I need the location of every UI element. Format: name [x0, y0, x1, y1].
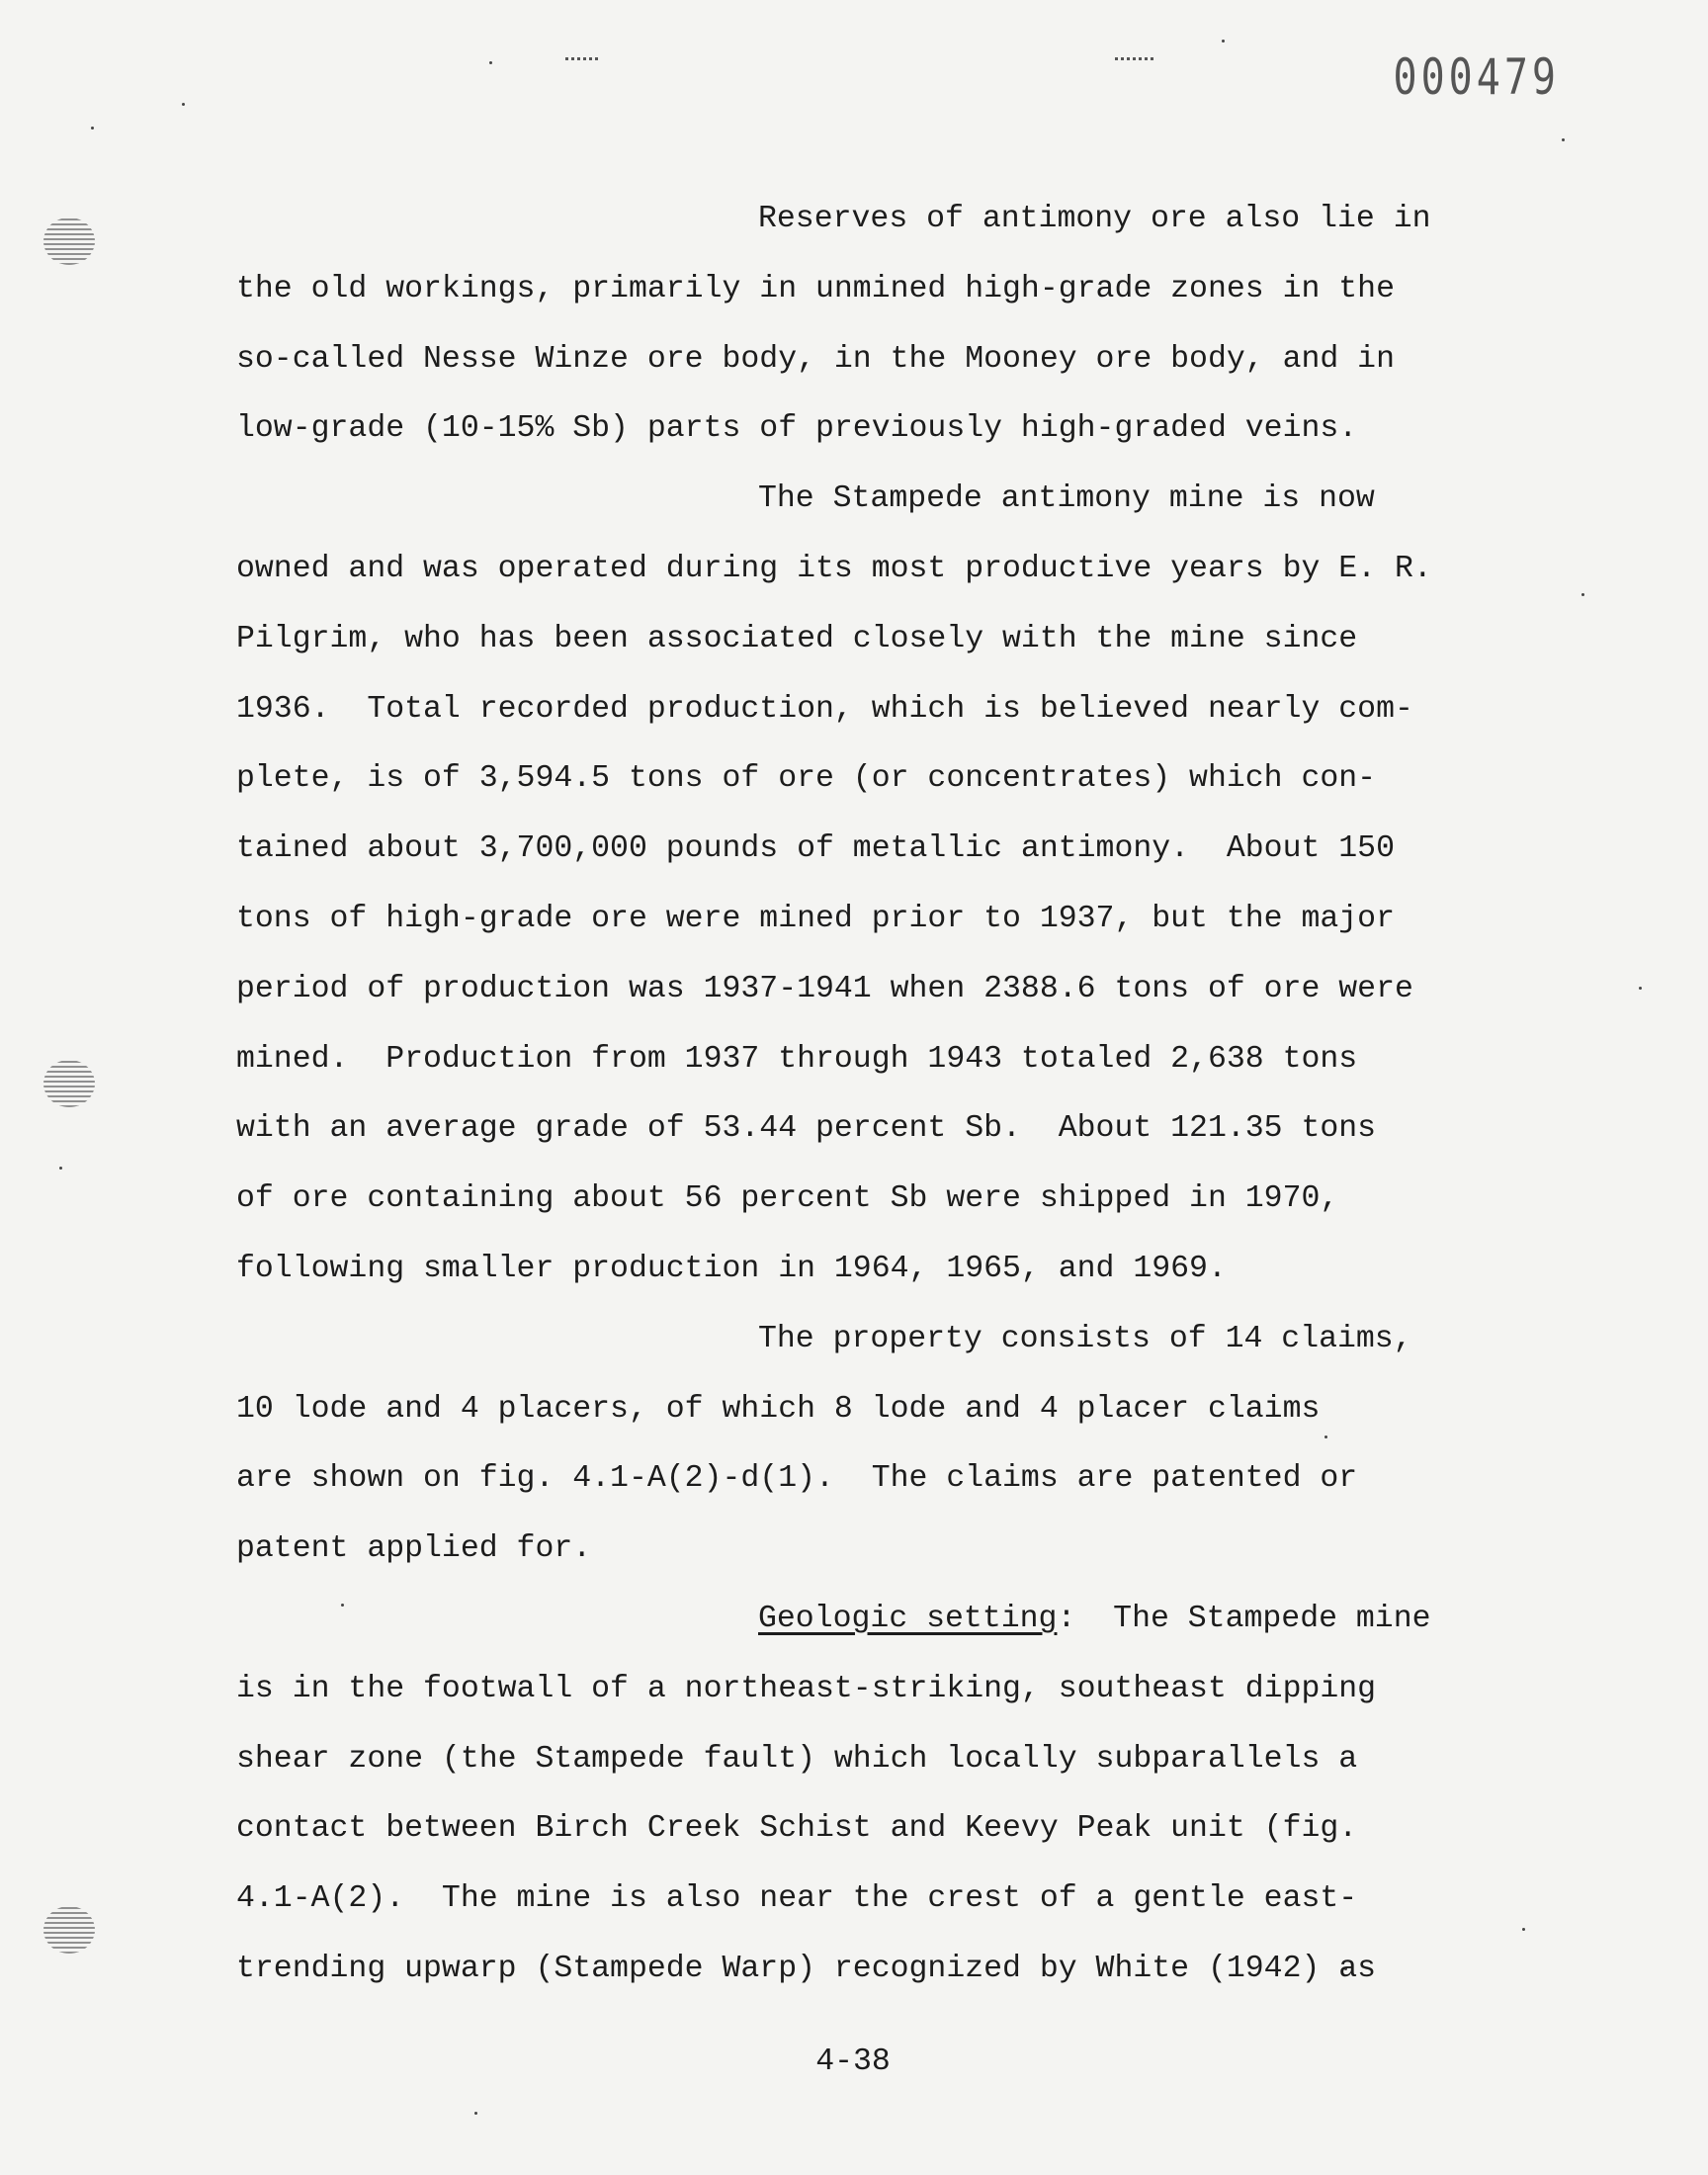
- paragraph-geologic-setting: [236, 1585, 1580, 2005]
- body-text: [236, 185, 1580, 2005]
- text-line: tained about 3,700,000 pounds of metallic antimony. About 150: [236, 831, 1395, 867]
- text-line: mined. Production from 1937 through 1943 totaled 2,638 tons: [236, 1041, 1358, 1077]
- text-line: is in the footwall of a northeast-striking, southeast dipping: [236, 1671, 1377, 1706]
- scan-speck: [59, 1167, 62, 1170]
- text-line: patent applied for.: [236, 1531, 592, 1567]
- text-line: are shown on fig. 4.1-A(2)-d(1). The claims are patented or: [236, 1461, 1358, 1497]
- scan-speck: [1222, 40, 1225, 43]
- text-line: following smaller production in 1964, 1965, and 1969.: [236, 1251, 1227, 1286]
- text-line: plete, is of 3,594.5 tons of ore (or concentrates) which con-: [236, 761, 1377, 797]
- bates-stamp-number: 000479: [1393, 49, 1560, 107]
- paragraph-ownership-production: [236, 465, 1580, 1305]
- scan-smudge: [1115, 57, 1154, 60]
- scan-speck: [474, 2112, 477, 2115]
- text-line: tons of high-grade ore were mined prior to 1937, but the major: [236, 901, 1395, 936]
- text-line: trending upwarp (Stampede Warp) recognized by White (1942) as: [236, 1951, 1377, 1986]
- text-line: Pilgrim, who has been associated closely with the mine since: [236, 621, 1358, 656]
- scan-speck: [91, 127, 94, 130]
- text-line: with an average grade of 53.44 percent Sb. About 121.35 tons: [236, 1111, 1377, 1147]
- text-line: the old workings, primarily in unmined high-grade zones in the: [236, 271, 1395, 306]
- text-line: 4.1-A(2). The mine is also near the crest of a gentle east-: [236, 1881, 1358, 1917]
- text-line: Reserves of antimony ore also lie in: [758, 202, 1431, 236]
- paragraph-property-claims: [236, 1305, 1580, 1585]
- heading-continuation: : The Stampede mine: [1057, 1601, 1431, 1636]
- section-heading: Geologic setting: [758, 1601, 1058, 1636]
- text-line: shear zone (the Stampede fault) which locally subparallels a: [236, 1741, 1358, 1777]
- text-line: [236, 1585, 1580, 1655]
- text-line: 1936. Total recorded production, which is believed nearly com-: [236, 691, 1413, 727]
- punch-hole-top: [43, 218, 95, 265]
- text-line: 10 lode and 4 placers, of which 8 lode and 4 placer claims: [236, 1391, 1321, 1427]
- scan-speck: [489, 61, 492, 64]
- text-line: The property consists of 14 claims,: [758, 1321, 1412, 1356]
- scan-speck: [1639, 987, 1642, 990]
- text-line: owned and was operated during its most productive years by E. R.: [236, 551, 1432, 586]
- text-line: contact between Birch Creek Schist and Keevy Peak unit (fig.: [236, 1811, 1358, 1847]
- text-line: so-called Nesse Winze ore body, in the Mooney ore body, and in: [236, 341, 1395, 377]
- scan-speck: [1581, 593, 1584, 596]
- paragraph-reserves: [236, 185, 1580, 465]
- page-number: 4-38: [815, 2044, 891, 2079]
- text-line: The Stampede antimony mine is now: [758, 481, 1375, 517]
- scan-speck: [182, 103, 185, 106]
- text-line: period of production was 1937-1941 when 2388.6 tons of ore were: [236, 971, 1413, 1006]
- punch-hole-middle: [43, 1060, 95, 1107]
- page-footer: [0, 2044, 1708, 2079]
- punch-hole-bottom: [43, 1906, 95, 1954]
- scan-speck: [1562, 138, 1565, 141]
- text-line: of ore containing about 56 percent Sb were shipped in 1970,: [236, 1181, 1339, 1217]
- text-line: low-grade (10-15% Sb) parts of previously high-graded veins.: [236, 411, 1358, 447]
- scan-smudge: [565, 57, 599, 60]
